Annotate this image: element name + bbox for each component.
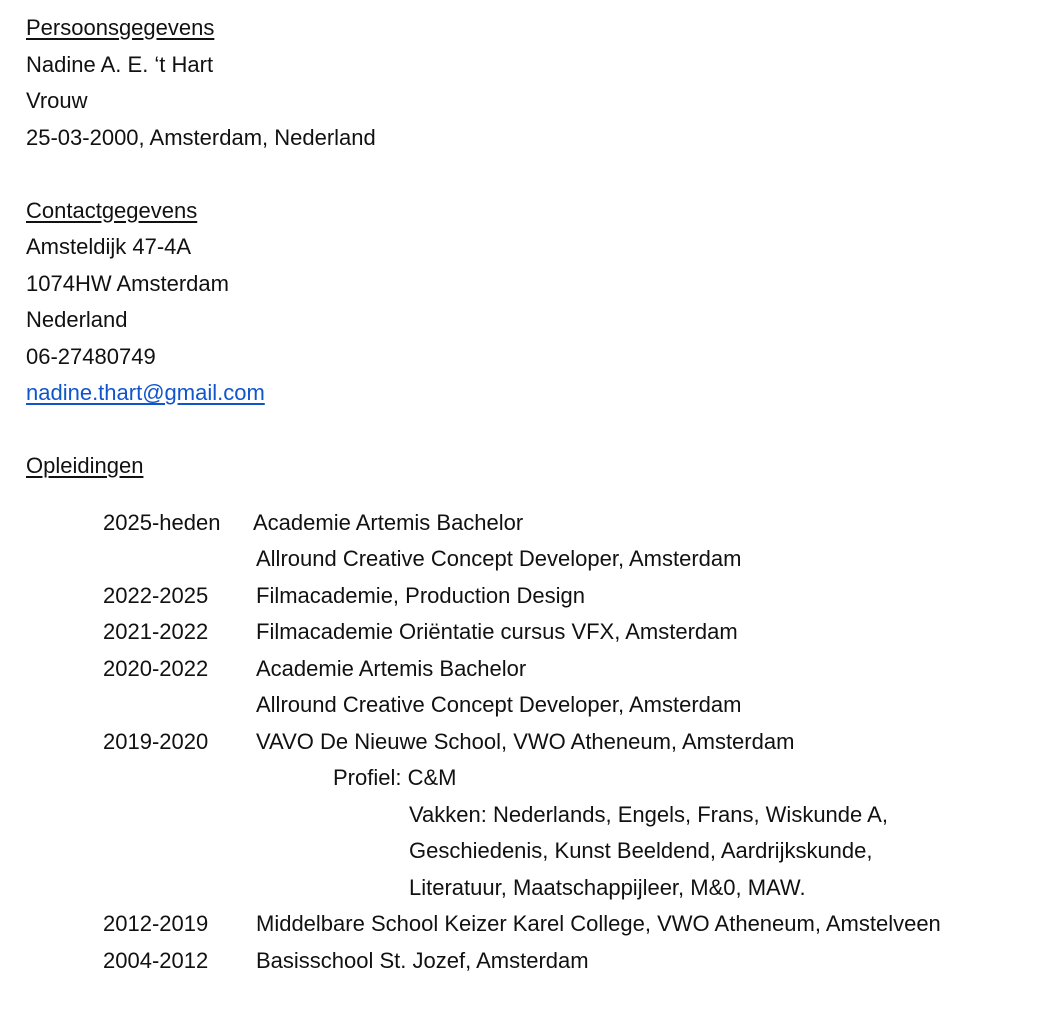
education-subjects-row xyxy=(26,833,1046,870)
personal-birth: 25-03-2000, Amsterdam, Nederland xyxy=(26,124,376,150)
email-link[interactable]: nadine.thart@gmail.com xyxy=(26,380,265,405)
education-subjects-row xyxy=(26,870,1046,907)
education-profile: Profiel: C&M xyxy=(333,765,457,790)
education-institution: Middelbare School Keizer Karel College, VWO Atheneum, Amstelveen xyxy=(256,911,941,936)
education-profile-row xyxy=(26,760,1046,797)
education-entry-continued xyxy=(26,687,1046,724)
education-years: 2004-2012 xyxy=(103,947,209,973)
contact-postal-city: 1074HW Amsterdam xyxy=(26,270,229,296)
education-entry xyxy=(26,651,1046,688)
contact-street: Amsteldijk 47-4A xyxy=(26,234,192,259)
education-years: 2022-2025 xyxy=(103,582,209,608)
education-years: 2019-2020 xyxy=(103,728,209,754)
section-spacer xyxy=(26,156,1046,193)
education-institution: Basisschool St. Jozef, Amsterdam xyxy=(256,947,589,973)
personal-heading: Persoonsgegevens xyxy=(26,15,215,40)
education-subjects: Geschiedenis, Kunst Beeldend, Aardrijkskunde, xyxy=(409,838,873,863)
education-institution: VAVO De Nieuwe School, VWO Atheneum, Amsterdam xyxy=(256,728,795,754)
education-subjects: Literatuur, Maatschappijleer, M&0, MAW. xyxy=(409,874,806,900)
education-years: 2020-2022 xyxy=(103,655,209,681)
education-years: 2021-2022 xyxy=(103,619,209,644)
personal-name: Nadine A. E. ‘t Hart xyxy=(26,51,214,77)
education-entry-continued xyxy=(26,541,1046,578)
education-subjects-row xyxy=(26,797,1046,834)
education-subjects: Vakken: Nederlands, Engels, Frans, Wiskunde A, xyxy=(409,801,888,827)
education-program: Allround Creative Concept Developer, Amsterdam xyxy=(256,546,742,571)
cv-document xyxy=(26,10,1046,979)
education-entry xyxy=(26,724,1046,761)
education-entry xyxy=(26,614,1046,651)
section-spacer xyxy=(26,412,1046,449)
education-entry xyxy=(26,578,1046,615)
education-years: 2025-heden xyxy=(103,509,221,535)
education-entry xyxy=(26,505,1046,542)
education-spacer xyxy=(26,485,1046,505)
education-institution: Filmacademie Oriëntatie cursus VFX, Amsterdam xyxy=(256,619,738,644)
personal-gender: Vrouw xyxy=(26,88,88,113)
education-institution: Academie Artemis Bachelor xyxy=(256,655,527,681)
contact-phone: 06-27480749 xyxy=(26,343,156,369)
education-program: Allround Creative Concept Developer, Amsterdam xyxy=(256,692,742,717)
education-institution: Academie Artemis Bachelor xyxy=(253,509,524,535)
education-heading: Opleidingen xyxy=(26,453,144,478)
contact-country: Nederland xyxy=(26,307,128,332)
education-entry xyxy=(26,906,1046,943)
education-years: 2012-2019 xyxy=(103,911,209,936)
education-entry xyxy=(26,943,1046,980)
education-institution: Filmacademie, Production Design xyxy=(256,582,585,608)
contact-heading: Contactgegevens xyxy=(26,197,198,223)
education-list xyxy=(26,505,1046,980)
